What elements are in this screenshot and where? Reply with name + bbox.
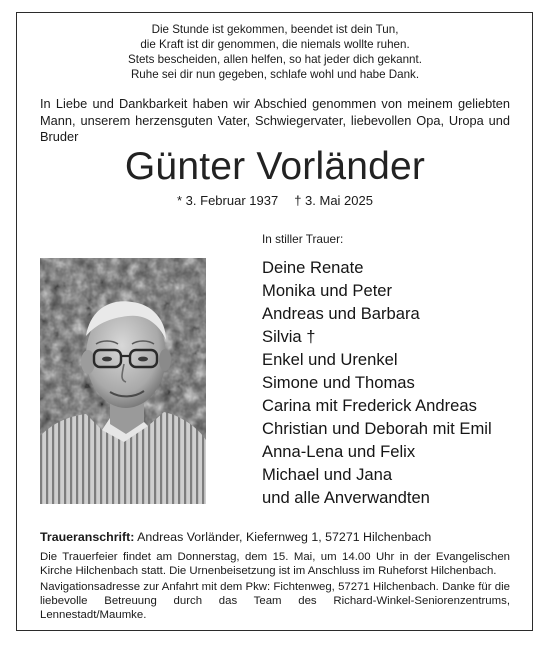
birth-date: * 3. Februar 1937: [177, 193, 279, 208]
poem-line: die Kraft ist dir genommen, die niemals wollte ruhen.: [140, 38, 410, 51]
mourner-entry: und alle Anverwandten: [262, 488, 430, 507]
funeral-address: [40, 530, 520, 545]
mourning-label: In stiller Trauer:: [262, 232, 344, 246]
address-value: Andreas Vorländer, Kiefernweg 1, 57271 Hilchenbach: [137, 530, 432, 544]
mourner-entry: Silvia †: [262, 327, 316, 346]
mourner-entry: Deine Renate: [262, 258, 364, 277]
mourner-entry: Anna-Lena und Felix: [262, 442, 416, 461]
poem-line: Die Stunde ist gekommen, beendet ist dein Tun,: [151, 23, 399, 36]
mourner-entry: Enkel und Urenkel: [262, 350, 398, 369]
navigation-info: Navigationsadresse zur Anfahrt mit dem Pkw: Fichtenweg, 57271 Hilchenbach. Danke für die liebevolle Betreuung durch das Team des Richard-Winkel-Seniorenzentrums, Lennestadt/Maumke.: [40, 581, 510, 621]
mourner-entry: Simone und Thomas: [262, 373, 415, 392]
poem-line: Stets bescheiden, allen helfen, so hat jeder dich gekannt.: [128, 53, 422, 66]
mourner-entry: Monika und Peter: [262, 281, 393, 300]
address-label: Traueranschrift:: [40, 530, 135, 544]
mourner-entry: Christian und Deborah mit Emil: [262, 419, 492, 438]
mourner-list: [262, 256, 492, 509]
deceased-name: Günter Vorländer: [124, 145, 426, 188]
funeral-info: Die Trauerfeier findet am Donnerstag, dem 15. Mai, um 14.00 Uhr in der Evangelischen Kirche Hilchenbach statt. Die Urnenbeisetzung ist im Anschluss im Ruheforst Hilchenbach.: [40, 551, 510, 577]
poem-line: Ruhe sei dir nun gegeben, schlafe wohl und habe Dank.: [130, 68, 420, 81]
mourner-entry: Michael und Jana: [262, 465, 393, 484]
mourner-entry: Carina mit Frederick Andreas: [262, 396, 477, 415]
mourner-entry: Andreas und Barbara: [262, 304, 420, 323]
death-date: † 3. Mai 2025: [294, 193, 373, 208]
portrait-photo: [40, 258, 206, 504]
poem: [40, 22, 510, 82]
intro-text: In Liebe und Dankbarkeit haben wir Abschied genommen von meinem geliebten Mann, unserem herzensguten Vater, Schwiegervater, liebevollen Opa, Uropa und Bruder: [40, 96, 510, 144]
life-dates: [0, 193, 550, 209]
